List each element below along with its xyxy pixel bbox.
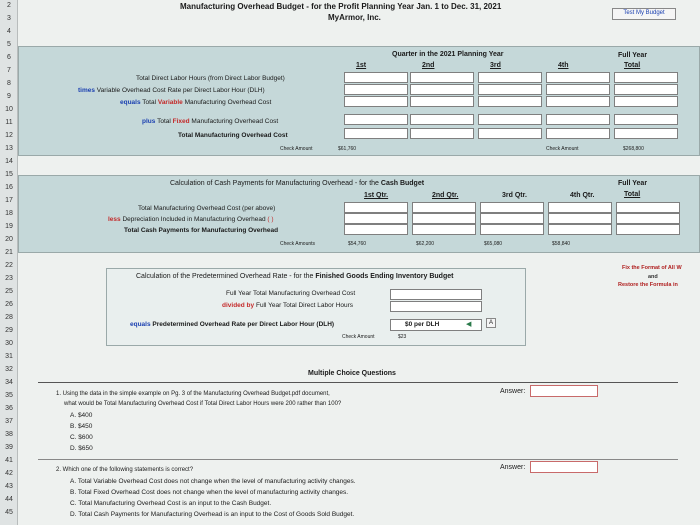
variable-rate-label: times Variable Overhead Cost Rate per Direct Labor Hour (DLH) [78, 87, 265, 94]
fix-format-note: Fix the Format of All W [622, 265, 682, 271]
budget-cell[interactable] [344, 96, 408, 107]
cash-cell[interactable] [616, 213, 680, 224]
fix-format-and: and [648, 274, 658, 280]
budget-cell[interactable] [344, 72, 408, 83]
cash-check-q2: $62,200 [416, 241, 435, 247]
cash-cell[interactable] [616, 202, 680, 213]
rate-result-label: equals Predetermined Overhead Rate per Direct Labor Hour (DLH) [130, 321, 335, 328]
q-divider [38, 459, 678, 460]
row-number[interactable]: 15 [5, 171, 13, 178]
cash-total-overhead-label: Total Manufacturing Overhead Cost (per above) [138, 205, 276, 212]
direct-labor-hours-label: Total Direct Labor Hours (from Direct Labor Budget) [136, 75, 285, 82]
cash-depreciation-label: less Depreciation Included in Manufacturing Overhead ( ) [108, 216, 274, 223]
row-number[interactable]: 25 [5, 288, 13, 295]
row-number[interactable]: 44 [5, 496, 13, 503]
row-number[interactable]: 39 [5, 444, 13, 451]
row-number[interactable]: 42 [5, 470, 13, 477]
rate-check-value: $23 [398, 334, 407, 340]
row-number[interactable]: 43 [5, 483, 13, 490]
cash-check-q1: $54,760 [348, 241, 367, 247]
cash-full-year-total-label: Total [624, 191, 641, 198]
budget-cell[interactable] [478, 128, 542, 139]
row-number[interactable]: 3 [7, 15, 11, 22]
row-number[interactable]: 11 [5, 119, 13, 126]
budget-cell[interactable] [546, 72, 610, 83]
cash-cell[interactable] [548, 202, 612, 213]
cash-cell[interactable] [412, 224, 476, 235]
cash-check-amounts-label: Check Amounts [280, 241, 316, 247]
budget-cell[interactable] [344, 114, 408, 125]
row-number[interactable]: 20 [5, 236, 13, 243]
q1-header: 1st [356, 62, 367, 69]
rate-dlh-label: divided by Full Year Total Direct Labor Hours [222, 302, 354, 309]
budget-cell[interactable] [410, 128, 474, 139]
arrow-left-icon: ◀ [466, 321, 472, 328]
cash-cell[interactable] [412, 202, 476, 213]
budget-cell[interactable] [546, 114, 610, 125]
budget-cell[interactable] [410, 72, 474, 83]
cash-full-year-label: Full Year [618, 180, 648, 187]
check-q1-value: $61,760 [338, 146, 357, 152]
full-year-label: Full Year [618, 52, 648, 59]
check-amount-label-q4: Check Amount [546, 146, 579, 152]
budget-cell[interactable] [546, 128, 610, 139]
q1-option: D. $650 [70, 445, 93, 452]
q2-option: A. Total Variable Overhead Cost does not change when the level of manufacturing activity changes. [70, 478, 356, 485]
cash-cell[interactable] [548, 224, 612, 235]
row-number[interactable]: 5 [7, 41, 11, 48]
row-number[interactable]: 28 [5, 314, 13, 321]
row-number[interactable]: 37 [5, 418, 13, 425]
q2-text: 2. Which one of the following statements is correct? [56, 467, 194, 473]
check-amount-label: Check Amount [280, 146, 313, 152]
row-number[interactable]: 29 [5, 327, 13, 334]
row-number[interactable]: 32 [5, 366, 13, 373]
row-number[interactable]: 31 [5, 353, 13, 360]
q2-answer-input[interactable] [530, 461, 598, 473]
q1-text: 1. Using the data in the simple example on Pg. 3 of the Manufacturing Overhead Budget.pdf document, [56, 391, 330, 397]
spreadsheet [18, 0, 700, 525]
row-number[interactable]: 21 [5, 249, 13, 256]
cash-section-title: Calculation of Cash Payments for Manufacturing Overhead - for the Cash Budget [170, 180, 425, 187]
full-year-total-label: Total [624, 62, 641, 69]
budget-cell[interactable] [614, 114, 678, 125]
row-number[interactable]: 18 [5, 210, 13, 217]
page-title: Manufacturing Overhead Budget - for the Profit Planning Year Jan. 1 to Dec. 31, 2021 [180, 2, 502, 11]
row-number[interactable]: 16 [5, 184, 13, 191]
total-overhead-label: Total Manufacturing Overhead Cost [178, 132, 288, 139]
cash-q3-header: 3rd Qtr. [502, 192, 527, 199]
budget-cell[interactable] [344, 128, 408, 139]
row-number[interactable]: 9 [7, 93, 11, 100]
q2-answer-label: Answer: [500, 464, 526, 471]
formula-a-button[interactable]: A [486, 318, 496, 328]
cash-cell[interactable] [480, 213, 544, 224]
row-number[interactable]: 34 [5, 379, 13, 386]
row-number[interactable]: 41 [5, 457, 13, 464]
cash-cell[interactable] [480, 202, 544, 213]
budget-cell[interactable] [478, 72, 542, 83]
test-my-budget-button[interactable]: Test My Budget [612, 8, 676, 20]
rate-total-overhead-input[interactable] [390, 289, 482, 300]
budget-cell[interactable] [478, 84, 542, 95]
q1-option: B. $450 [70, 423, 93, 430]
row-number[interactable]: 26 [5, 301, 13, 308]
mcq-divider [38, 382, 678, 383]
rate-dlh-input[interactable] [390, 301, 482, 312]
quarter-header: Quarter in the 2021 Planning Year [392, 51, 504, 58]
row-number[interactable]: 35 [5, 392, 13, 399]
company-name: MyArmor, Inc. [328, 13, 381, 22]
row-number-gutter [0, 0, 18, 525]
q1-answer-input[interactable] [530, 385, 598, 397]
row-number[interactable]: 12 [5, 132, 13, 139]
check-total-value: $268,800 [623, 146, 644, 152]
budget-cell[interactable] [410, 96, 474, 107]
budget-cell[interactable] [614, 128, 678, 139]
cash-cell[interactable] [344, 213, 408, 224]
mcq-title: Multiple Choice Questions [308, 370, 396, 377]
q1-answer-label: Answer: [500, 388, 526, 395]
q2-option: C. Total Manufacturing Overhead Cost is an input to the Cash Budget. [70, 500, 272, 507]
cash-payments-label: Total Cash Payments for Manufacturing Overhead [124, 227, 279, 234]
row-number[interactable]: 7 [7, 67, 11, 74]
row-number[interactable]: 10 [5, 106, 13, 113]
q1-option: A. $400 [70, 412, 93, 419]
row-number[interactable]: 14 [5, 158, 13, 165]
q4-header: 4th [558, 62, 569, 69]
budget-cell[interactable] [614, 72, 678, 83]
budget-cell[interactable] [546, 84, 610, 95]
row-number[interactable]: 4 [7, 28, 11, 35]
budget-cell[interactable] [546, 96, 610, 107]
cash-q1-header: 1st Qtr. [364, 192, 389, 199]
cash-cell[interactable] [616, 224, 680, 235]
row-number[interactable]: 17 [5, 197, 13, 204]
restore-formula-note: Restore the Formula in [618, 282, 678, 288]
budget-cell[interactable] [410, 84, 474, 95]
cash-cell[interactable] [548, 213, 612, 224]
q1-option: C. $600 [70, 434, 93, 441]
budget-cell[interactable] [478, 96, 542, 107]
row-number[interactable]: 22 [5, 262, 13, 269]
cash-check-q4: $58,840 [552, 241, 571, 247]
row-number[interactable]: 2 [7, 2, 11, 9]
rate-total-overhead-label: Full Year Total Manufacturing Overhead Cost [226, 290, 356, 297]
cash-cell[interactable] [344, 202, 408, 213]
row-number[interactable]: 19 [5, 223, 13, 230]
row-number[interactable]: 38 [5, 431, 13, 438]
rate-check-label: Check Amount [342, 334, 375, 340]
budget-cell[interactable] [344, 84, 408, 95]
row-number[interactable]: 36 [5, 405, 13, 412]
budget-cell[interactable] [478, 114, 542, 125]
row-number[interactable]: 23 [5, 275, 13, 282]
row-number[interactable]: 13 [5, 145, 13, 152]
cash-check-q3: $65,080 [484, 241, 503, 247]
budget-cell[interactable] [410, 114, 474, 125]
row-number[interactable]: 6 [7, 54, 11, 61]
budget-cell[interactable] [614, 96, 678, 107]
rate-result-cell[interactable]: $0 per DLH [390, 319, 482, 331]
q1-text-line2: what would be Total Manufacturing Overhead Cost if Total Direct Labor Hours were 200 rather than 100? [64, 401, 342, 407]
rate-section-title: Calculation of the Predetermined Overhead Rate - for the Finished Goods Ending Inventory Budget [136, 273, 454, 280]
row-number[interactable]: 8 [7, 80, 11, 87]
row-number[interactable]: 30 [5, 340, 13, 347]
row-number[interactable]: 45 [5, 509, 13, 516]
q2-option: B. Total Fixed Overhead Cost does not change when the level of manufacturing activity changes. [70, 489, 349, 496]
total-fixed-label: plus Total Fixed Manufacturing Overhead Cost [142, 118, 279, 125]
cash-cell[interactable] [480, 224, 544, 235]
cash-q2-header: 2nd Qtr. [432, 192, 459, 199]
cash-q4-header: 4th Qtr. [570, 192, 595, 199]
budget-cell[interactable] [614, 84, 678, 95]
total-variable-label: equals Total Variable Manufacturing Overhead Cost [120, 99, 272, 106]
q3-header: 3rd [490, 62, 501, 69]
q2-option: D. Total Cash Payments for Manufacturing Overhead is an input to the Cost of Goods Sold Budget. [70, 511, 355, 518]
cash-cell[interactable] [344, 224, 408, 235]
q2-header: 2nd [422, 62, 435, 69]
cash-cell[interactable] [412, 213, 476, 224]
